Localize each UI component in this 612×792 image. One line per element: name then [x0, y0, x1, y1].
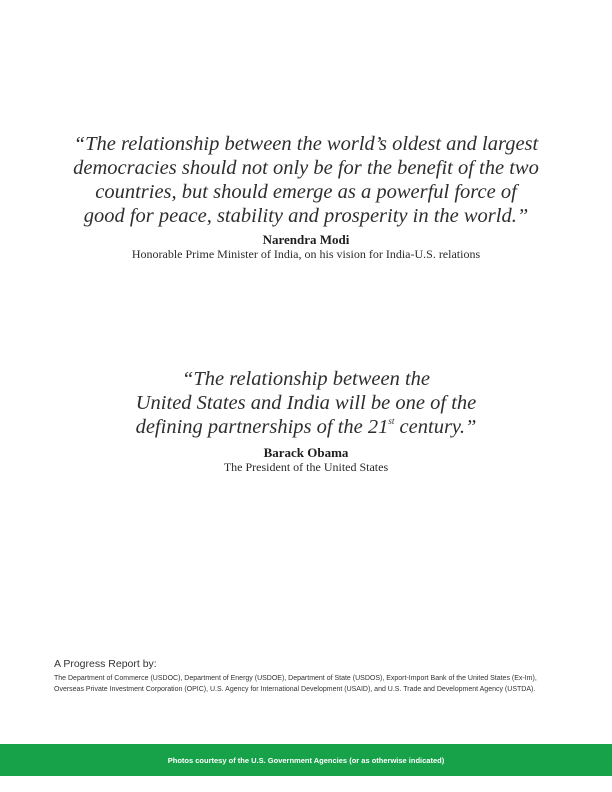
report-agencies-list: The Department of Commerce (USDOC), Department of Energy (USDOE), Department of State (USDOS), Export-Import Bank of the United States (Ex-Im), Overseas Private Investment Corporation (OPIC), U.S. Agency for International Development (USAID), and U.S. Trade and Development Agency (USTDA).: [54, 675, 537, 693]
report-heading: A Progress Report by:: [54, 658, 157, 670]
footer-bar: [0, 744, 612, 776]
quote-line: good for peace, stability and prosperity in the world.”: [83, 205, 529, 227]
quote-line-end: century.”: [394, 416, 477, 438]
quote-author-title: The President of the United States: [223, 460, 389, 474]
ordinal-suffix: st: [388, 416, 395, 426]
modi-quote-text: [0, 132, 612, 228]
progress-report-credits: [54, 658, 564, 695]
quote-author-name: Barack Obama: [263, 445, 349, 460]
quote-line: countries, but should emerge as a powerful force of: [95, 181, 517, 203]
quote-line: “The relationship between the: [181, 368, 431, 390]
quote-author-title: Honorable Prime Minister of India, on his vision for India-U.S. relations: [131, 247, 481, 261]
quote-line: “The relationship between the world’s oldest and largest: [73, 133, 539, 155]
quote-line: [0, 415, 612, 439]
obama-quote-block: [0, 367, 612, 474]
quote-author-name: Narendra Modi: [262, 232, 350, 247]
quote-line: democracies should not only be for the benefit of the two: [73, 157, 539, 179]
obama-quote-text: [0, 367, 612, 439]
photo-credit-text: Photos courtesy of the U.S. Government Agencies (or as otherwise indicated): [167, 755, 445, 765]
quote-line: United States and India will be one of the: [135, 392, 477, 414]
quote-line-start: defining partnerships of the 21: [135, 416, 389, 438]
modi-quote-block: [0, 132, 612, 261]
